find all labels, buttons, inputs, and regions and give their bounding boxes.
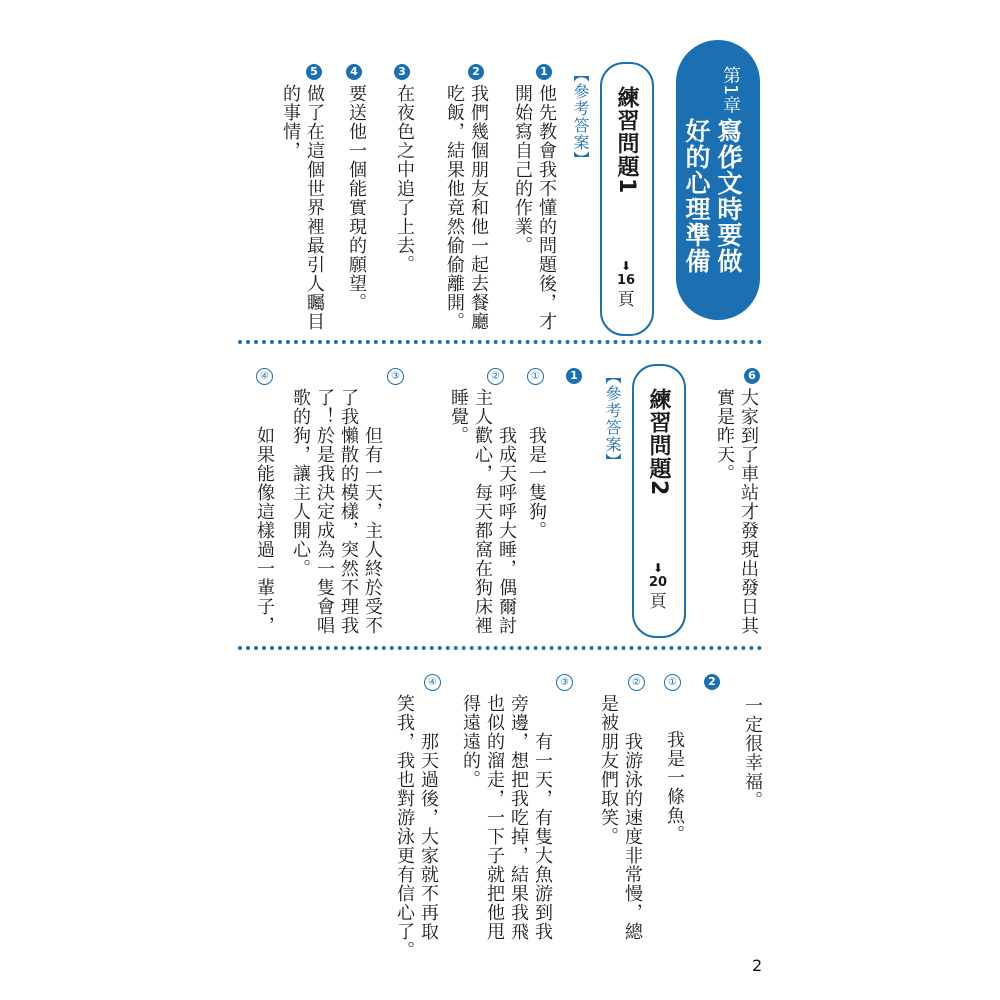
practice-1-reference-label: 【參考答案】: [571, 66, 590, 168]
answer-line: 吃飯，結果他竟然偷偷離開。: [444, 84, 465, 331]
chapter-title-line: 好的心理準備: [682, 118, 711, 274]
part-marker: ②: [487, 368, 504, 385]
answer-line: 也似的溜走，一下子就把他甩: [484, 694, 505, 941]
answer-line: 得遠遠的。: [460, 694, 481, 789]
answer-line: 大家到了車站才發現出發日其: [738, 388, 759, 635]
arrow-down-icon: ⬇: [652, 561, 664, 575]
answer-line: 實是昨天。: [714, 388, 735, 483]
answer-line: 做了在這個世界裡最引人矚目: [304, 84, 325, 331]
answer-line: 我是一條魚。: [664, 730, 685, 844]
answer-line: 開始寫自己的作業。: [512, 84, 533, 255]
page-number: 2: [752, 956, 763, 975]
answer-line: 但有一天，主人終於受不: [362, 426, 383, 635]
answer-badge: 1: [566, 368, 582, 384]
answer-text: [344, 84, 368, 312]
practice-2-page-number: 20: [648, 575, 668, 590]
answer-line: 如果能像這樣過一輩子，: [254, 426, 275, 635]
answer-line: 我游泳的速度非常慢，總: [622, 732, 643, 941]
answer-text: [662, 730, 686, 844]
answer-line: 一定很幸福。: [742, 696, 763, 810]
arrow-down-icon: ⬇: [620, 259, 632, 273]
practice-2-title: 練習問題2: [646, 388, 671, 497]
part-marker: ④: [424, 674, 441, 691]
chapter-title: [680, 118, 744, 274]
practice-1-header: [600, 62, 654, 336]
chapter-title-line: 寫作文時要做: [714, 118, 743, 274]
answer-line: 笑我，我也對游泳更有信心了。: [394, 694, 415, 960]
answer-line: 歌的狗，讓主人開心。: [290, 388, 311, 578]
answer-line: 主人歡心，每天都窩在狗床裡: [472, 388, 493, 635]
answer-badge: 1: [536, 64, 552, 80]
part-marker: ③: [387, 368, 404, 385]
practice-2-reference-label: 【參考答案】: [603, 368, 622, 470]
practice-2-page-unit: 頁: [649, 592, 667, 612]
answer-badge: 2: [468, 64, 484, 80]
part-marker: ②: [628, 674, 645, 691]
practice-1-page-unit: 頁: [617, 290, 635, 310]
part-marker: ①: [664, 674, 681, 691]
answer-text: [740, 696, 764, 810]
answer-text: [510, 84, 558, 331]
section-divider: [238, 646, 762, 650]
answer-line: 了！於是我決定成為一隻會唱: [314, 388, 335, 635]
practice-1-page-number: 16: [616, 273, 636, 288]
answer-text: [288, 388, 384, 635]
answer-text: [392, 84, 416, 274]
answer-text: [458, 694, 554, 941]
answer-text: [252, 388, 276, 635]
answer-line: 睡覺。: [448, 388, 469, 445]
chapter-banner: [676, 40, 760, 320]
answer-badge: 2: [704, 674, 720, 690]
answer-text: [596, 694, 644, 941]
answer-line: 的事情，: [280, 84, 301, 160]
part-marker: ④: [256, 368, 273, 385]
practice-1-title: 練習問題1: [614, 86, 639, 195]
answer-line: 是被朋友們取笑。: [598, 694, 619, 846]
answer-line: 要送他一個能實現的願望。: [346, 84, 367, 312]
answer-badge: 6: [744, 368, 760, 384]
answer-text: [524, 426, 548, 540]
part-marker: ①: [527, 368, 544, 385]
answer-line: 他先教會我不懂的問題後，才: [536, 84, 557, 331]
answer-line: 旁邊，想把我吃掉，結果我飛: [508, 694, 529, 941]
answer-line: 那天過後，大家就不再取: [418, 732, 439, 941]
answer-line: 了我懶散的模樣，突然不理我: [338, 388, 359, 635]
answer-text: [392, 694, 440, 960]
answer-line: 我成天呼呼大睡，偶爾討: [496, 426, 517, 635]
answer-badge: 5: [306, 64, 322, 80]
chapter-label: 第1章: [720, 66, 741, 114]
answer-line: 我們幾個朋友和他一起去餐廳: [468, 84, 489, 331]
answer-line: 我是一隻狗。: [526, 426, 547, 540]
answer-text: [446, 388, 518, 638]
answer-badge: 3: [394, 64, 410, 80]
answer-text: [278, 84, 326, 331]
answer-badge: 4: [346, 64, 362, 80]
answer-text: [712, 388, 760, 635]
practice-2-header: [632, 364, 686, 638]
answer-text: [442, 84, 490, 331]
part-marker: ③: [556, 674, 573, 691]
answer-line: 有一天，有隻大魚游到我: [532, 732, 553, 941]
section-divider: [238, 340, 762, 344]
answer-line: 在夜色之中追了上去。: [394, 84, 415, 274]
